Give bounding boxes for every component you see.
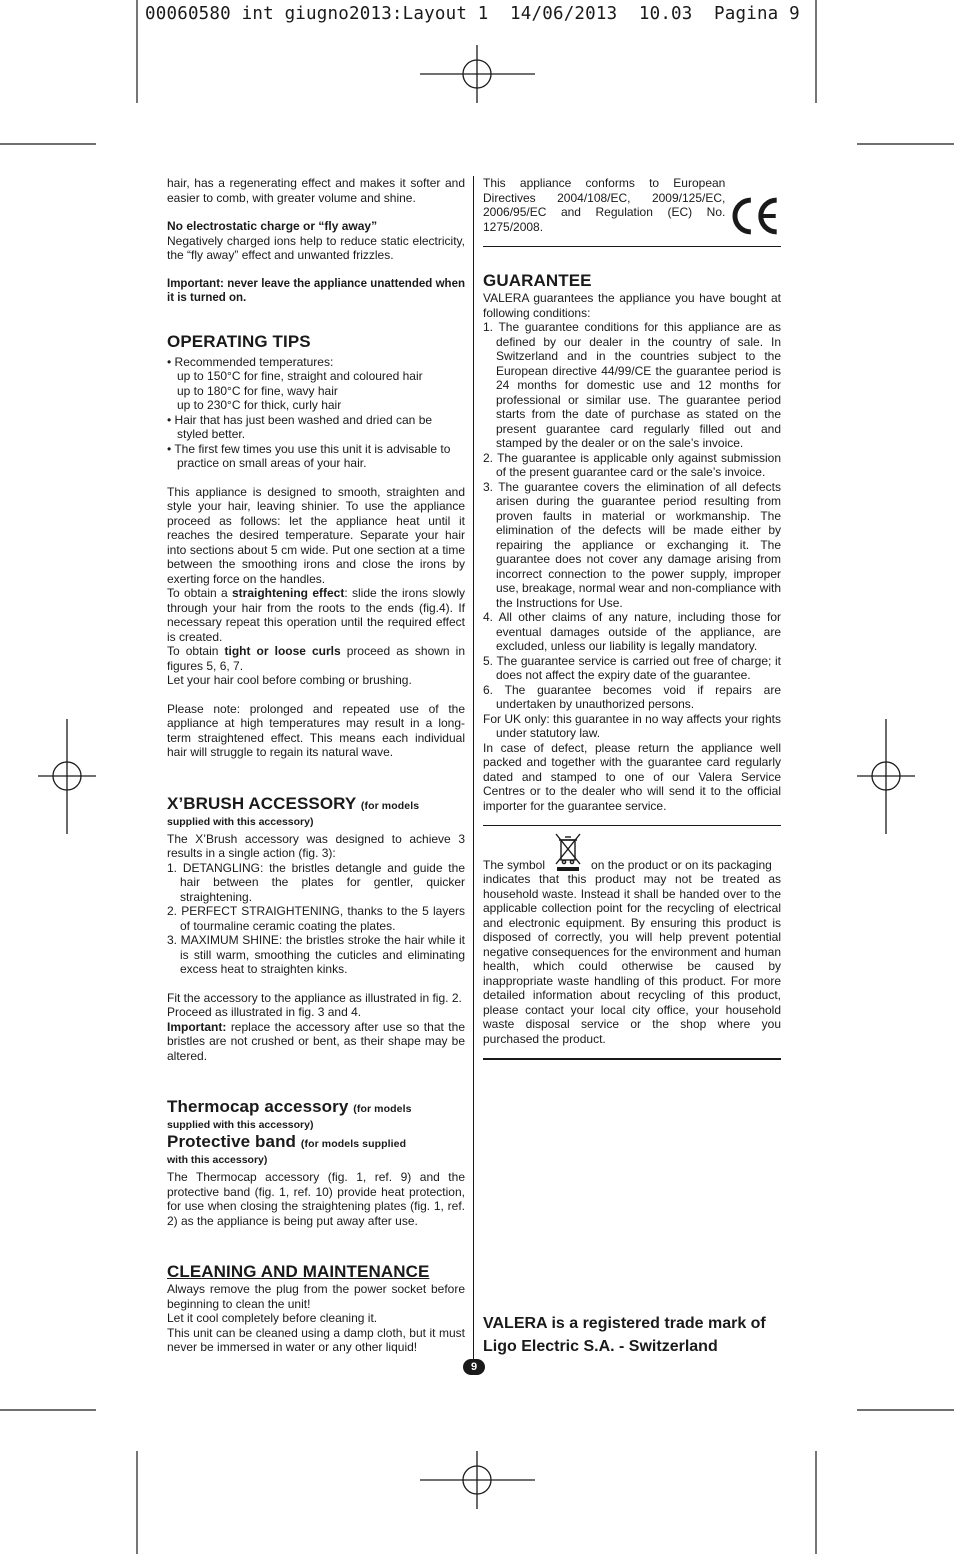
protective-band-heading: Protective band (for models supplied xyxy=(167,1132,407,1151)
tips-bullet-practice: • The first few times you use this unit it is advisable to practice on small areas of your hair. xyxy=(167,441,451,470)
registration-mark-icon xyxy=(420,45,535,103)
symbol-post-text: on the product or on its packaging xyxy=(591,857,772,872)
conformity-text: This appliance conforms to European Directives 2004/108/EC, 2009/125/EC, 2006/95/EC and Regulation (EC) No. 1275/2008. xyxy=(483,176,726,234)
trademark-line: VALERA is a registered trade mark of xyxy=(483,1315,766,1332)
thermocap-note: supplied with this accessory) xyxy=(167,1119,314,1131)
intro-text: hair, has a regenerating effect and makes it softer and easier to comb, with greater volume and shine. xyxy=(167,176,465,205)
list-item: 1. The guarantee conditions for this appliance are as defined by our dealer in the country of sale. In Switzerland and in the countries subject to the European directive 44/99/CE the guarantee period is 24 months for domestic use and 12 months for professional or similar use. The guarantee period starts from the date of purchase as stated on the present guarantee card regularly filled out and stamped by the dealer or on the sale’s invoice. xyxy=(483,320,781,450)
guarantee-list xyxy=(483,320,781,712)
weee-text: indicates that this product may not be treated as household waste. Instead it shall be handed over to the applicable collection point for the recycling of electrical and electronic equipment. By ensuring this product is disposed of correctly, you will help prevent potential negative consequences for the environment and human health, which could otherwise be caused by inappropriate waste handling of this product. For more detailed information about recycling of this product, please contact your local city office, your household waste disposal service or the shop where you purchased the product. xyxy=(483,872,781,1046)
xbrush-note: supplied with this accessory) xyxy=(167,815,314,828)
trademark-notice xyxy=(483,1312,783,1358)
list-item: 1. DETANGLING: the bristles detangle and guide the hair between the plates for gentler, quicker straightening. xyxy=(167,860,465,904)
cleaning-text: This unit can be cleaned using a damp cloth, but it must never be immersed in water or any other liquid! xyxy=(167,1325,465,1354)
registration-mark-icon xyxy=(857,719,915,834)
list-item: 3. The guarantee covers the elimination of all defects arisen during the guarantee period resulting from proven faults in material or workmanship. The elimination of the defects will be made either by repairing the appliance or exchanging it. The guarantee does not cover any damage arising from incorrect connection to the power supply, improper use, breakage, normal wear and non-compliance with the Instructions for Use. xyxy=(483,479,781,610)
registration-mark-icon xyxy=(420,1451,535,1509)
trademark-line: Ligo Electric S.A. - Switzerland xyxy=(483,1338,718,1355)
list-item: 2. PERFECT STRAIGHTENING, thanks to the 5 layers of tourmaline ceramic coating the plates. xyxy=(167,904,465,933)
thermocap-heading: Thermocap accessory (for models xyxy=(167,1097,412,1116)
curls-paragraph: To obtain tight or loose curls proceed as shown in figures 5, 6, 7. xyxy=(167,644,466,673)
temperature-line: up to 150°C for fine, straight and coloured hair xyxy=(177,369,423,383)
conformity-block xyxy=(483,176,781,238)
xbrush-list xyxy=(167,861,465,977)
cool-text: Let your hair cool before combing or brushing. xyxy=(167,673,412,687)
column-divider xyxy=(473,176,474,1366)
thermocap-text: The Thermocap accessory (fig. 1, ref. 9) and the protective band (fig. 1, ref. 10) provide heat protection, for use when closing the straightening plates (fig. 1, ref. 2) as the appliance is being put away after use. xyxy=(167,1170,465,1228)
print-slug: 00060580 int giugno2013:Layout 1 14/06/2013 10.03 Pagina 9 xyxy=(145,4,800,24)
cleaning-text: Always remove the plug from the power socket before beginning to clean the unit! xyxy=(167,1282,465,1311)
please-note-paragraph: Please note: prolonged and repeated use of the appliance at high temperatures may result in a long-term straightened effect. This means each individual hair will struggle to regain its natural wave. xyxy=(167,701,465,759)
no-static-title: No electrostatic charge or “fly away” xyxy=(167,219,378,233)
important-replace-paragraph: Important: replace the accessory after use so that the bristles are not crushed or bent, as their shape may be altered. xyxy=(167,1019,465,1063)
crossed-bin-icon xyxy=(553,832,583,872)
right-column xyxy=(483,176,781,1060)
cleaning-text: Let it cool completely before cleaning it. xyxy=(167,1311,378,1325)
no-static-text: Negatively charged ions help to reduce static electricity, the “fly away” effect and unwanted frizzles. xyxy=(167,233,465,262)
protective-band-note: with this accessory) xyxy=(167,1154,268,1166)
defect-text: In case of defect, please return the appliance well packed and together with the guarantee card regularly dated and stamped to one of our Valera Service Centres or to the dealer who will send it to the official importer for the guarantee service. xyxy=(483,740,781,813)
list-item: 3. MAXIMUM SHINE: the bristles stroke the hair while it is still warm, smoothing the cuticles and eliminating excess heat to straighten kinks. xyxy=(167,933,465,976)
xbrush-heading: X’BRUSH ACCESSORY (for models xyxy=(167,793,420,813)
page-number: 9 xyxy=(463,1359,485,1375)
guarantee-intro: VALERA guarantees the appliance you have bought at following conditions: xyxy=(483,291,781,320)
weee-symbol-line xyxy=(483,832,781,872)
list-item: 2. The guarantee is applicable only against submission of the present guarantee card or the sale’s invoice. xyxy=(483,450,781,479)
cleaning-heading: CLEANING AND MAINTENANCE xyxy=(167,1262,430,1281)
list-item: 5. The guarantee service is carried out free of charge; it does not affect the expiry date of the guarantee. xyxy=(483,653,781,682)
straightening-paragraph: To obtain a straightening effect: slide the irons slowly through your hair from the roots to the ends (fig.4). If necessary repeat this operation until the required effect is created. xyxy=(167,586,465,644)
ce-mark-icon xyxy=(729,194,781,238)
tips-bullet-temperatures: • Recommended temperatures: xyxy=(167,354,334,369)
list-item: 6. The guarantee becomes void if repairs are undertaken by unauthorized persons. xyxy=(483,682,781,711)
important-warning: Important: never leave the appliance unattended when it is turned on. xyxy=(167,277,465,304)
fit-text: Fit the accessory to the appliance as illustrated in fig. 2. xyxy=(167,990,462,1005)
guarantee-heading: GUARANTEE xyxy=(483,271,592,290)
uk-only-text: For UK only: this guarantee in no way affects your rights under statutory law. xyxy=(483,711,781,740)
operating-tips-heading: OPERATING TIPS xyxy=(167,331,311,351)
temperature-line: up to 180°C for fine, wavy hair xyxy=(177,383,338,398)
design-paragraph: This appliance is designed to smooth, straighten and style your hair, leaving shinier. To use the appliance proceed as follows: let the appliance heat until it reaches the desired temperature. Separate your hair into sections about 5 cm wide. Put one section at a time between the smoothing irons and close the irons by exerting force on the handles. xyxy=(167,484,465,586)
registration-mark-icon xyxy=(38,719,96,834)
xbrush-intro: The X’Brush accessory was designed to achieve 3 results in a single action (fig. 3): xyxy=(167,831,465,860)
list-item: 4. All other claims of any nature, including those for eventual damages outside of the appliance, are excluded, unless our liability is legally mandatory. xyxy=(483,610,781,653)
symbol-pre-text: The symbol xyxy=(483,857,546,872)
tips-bullet-washed: • Hair that has just been washed and dried can be styled better. xyxy=(167,412,433,441)
left-column xyxy=(167,176,465,1355)
proceed-text: Proceed as illustrated in fig. 3 and 4. xyxy=(167,1005,362,1019)
temperature-line: up to 230°C for thick, curly hair xyxy=(177,398,342,412)
